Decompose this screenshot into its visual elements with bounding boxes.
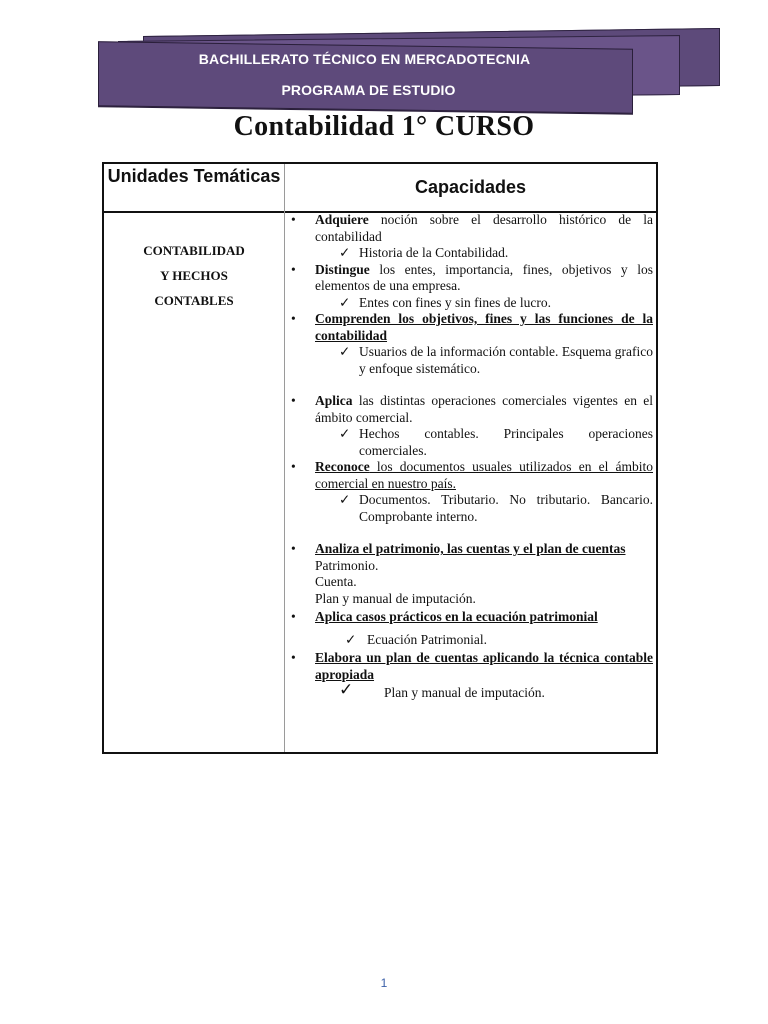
list-item xyxy=(287,393,653,426)
sub-item xyxy=(287,492,653,525)
item-heading: Aplica casos prácticos en la ecuación patrimonial xyxy=(315,609,598,624)
sub-item-text: Hechos contables. Principales operaciones comerciales. xyxy=(359,426,653,458)
sub-item xyxy=(287,680,653,702)
sub-item xyxy=(287,632,653,649)
list-item xyxy=(287,609,653,626)
check-icon: ✓ xyxy=(339,426,351,441)
item-heading: Elabora un plan de cuentas aplicando la técnica contable apropiada xyxy=(315,650,653,682)
sub-item-text: Plan y manual de imputación. xyxy=(384,685,545,700)
item-text: noción sobre el desarrollo histórico de la contabilidad xyxy=(315,212,653,244)
unit-line: Y HECHOS xyxy=(160,268,228,283)
item-verb: Reconoce xyxy=(315,459,370,474)
program-table xyxy=(102,162,658,754)
unit-line: CONTABLES xyxy=(154,293,234,308)
sub-item xyxy=(287,295,653,312)
table-header-row xyxy=(104,164,656,213)
sub-item-text: Historia de la Contabilidad. xyxy=(359,245,509,260)
list-item xyxy=(287,212,653,245)
item-text: los entes, importancia, fines, objetivos y los elementos de una empresa. xyxy=(315,261,653,293)
page-number: 1 xyxy=(380,976,388,990)
unit-line: CONTABILIDAD xyxy=(143,243,245,258)
unit-cell xyxy=(104,238,284,313)
item-verb: Aplica xyxy=(315,393,353,408)
item-verb: Distingue xyxy=(315,261,370,277)
sub-item-text: Ecuación Patrimonial. xyxy=(367,631,487,647)
banner-title: BACHILLERATO TÉCNICO EN MERCADOTECNIA xyxy=(198,51,531,67)
list-item xyxy=(287,650,653,683)
item-verb: Adquiere xyxy=(315,212,369,227)
check-icon: ✓ xyxy=(339,344,351,359)
item-heading: Comprenden los objetivos, fines y las funciones de la contabilidad xyxy=(315,311,653,343)
page-title: Contabilidad 1° CURSO xyxy=(233,111,535,142)
banner-subtitle: PROGRAMA DE ESTUDIO xyxy=(281,82,456,98)
sub-item xyxy=(287,245,653,262)
capacities-cell xyxy=(287,212,653,702)
sub-item xyxy=(287,426,653,459)
item-text: las distintas operaciones comerciales vigentes en el ámbito comercial. xyxy=(315,393,653,425)
list-item xyxy=(287,541,653,558)
column-divider xyxy=(284,164,285,752)
sub-item xyxy=(287,344,653,377)
check-icon: ✓ xyxy=(339,294,351,310)
plain-line: Cuenta. xyxy=(315,574,357,589)
check-icon: ✓ xyxy=(345,631,357,647)
header-units: Unidades Temáticas xyxy=(107,166,281,186)
list-item xyxy=(287,459,653,492)
sub-item-text: Documentos. Tributario. No tributario. Bancario. Comprobante interno. xyxy=(359,492,653,524)
check-icon: ✓ xyxy=(339,492,351,507)
item-text: los documentos usuales utilizados en el ámbito comercial en nuestro país. xyxy=(315,459,653,491)
list-item xyxy=(287,262,653,295)
sub-item-text: Usuarios de la información contable. Esquema grafico y enfoque sistemático. xyxy=(359,344,653,376)
sub-item-text: Entes con fines y sin fines de lucro. xyxy=(359,294,551,310)
check-icon: ✓ xyxy=(339,245,351,260)
list-item xyxy=(287,311,653,344)
header-capacities: Capacidades xyxy=(414,177,527,197)
check-icon: ✓ xyxy=(339,680,354,699)
plain-line: Patrimonio. xyxy=(315,557,379,573)
item-heading: Analiza el patrimonio, las cuentas y el plan de cuentas xyxy=(315,541,626,556)
plain-line: Plan y manual de imputación. xyxy=(315,590,476,606)
